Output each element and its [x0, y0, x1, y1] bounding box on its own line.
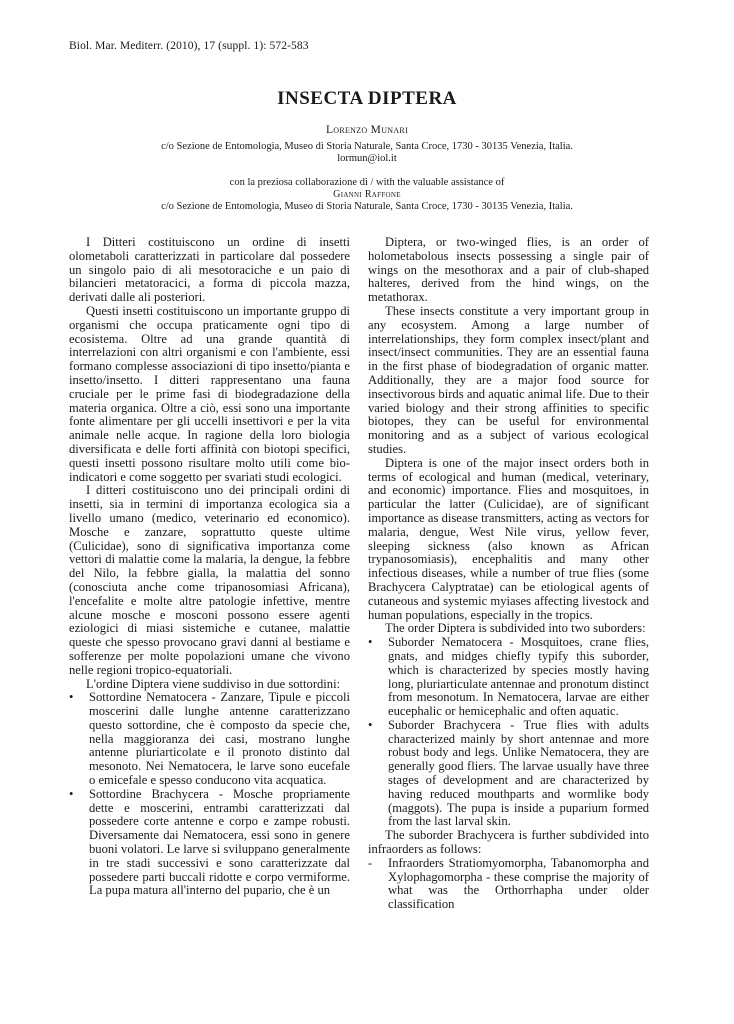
author-email: lormun@iol.it — [337, 153, 397, 164]
english-column — [368, 236, 649, 912]
author-name: Lorenzo Munari — [325, 124, 409, 136]
infraorder-list — [368, 857, 649, 912]
list-item-text: Sottordine Brachycera - Mosche propriamente dette e moscerini, entrambi caratterizzati dal possedere corte antenne e corpo e zampe robusti. Diversamente dai Nematocera, essi sono in genere buoni volatori. Le larve si sviluppano generalmente in tre stadi successivi e sono caratterizzate dal possedere parti buccali ridotte e corpo vermiforme. La pupa matura all'interno del pupario, che è un — [89, 786, 350, 898]
author-affiliation: c/o Sezione de Entomologia, Museo di Storia Naturale, Santa Croce, 1730 - 30135 Venezia, Italia. — [161, 141, 573, 152]
suborder-list — [368, 636, 649, 829]
paragraph: L'ordine Diptera viene suddiviso in due sottordini: — [86, 676, 341, 691]
paragraph: Diptera, or two-winged flies, is an order of holometabolous insects possessing a single pair of wings on the mesothorax and a pair of club-shaped halteres, derived from the hind wings, on the metathorax. — [368, 235, 649, 305]
paragraph: I ditteri costituiscono uno dei principali ordini di insetti, sia in termini di importanza ecologica sia a livello umano (medico, veterinario ed economico). Mosche e zanzare, soprattutto queste ultime (Culicidae), sono di significativa importanza come vettori di malattie come la malaria, la dengue, la febbre del Nilo, la febbre gialla, la malattia del sonno (conosciuta anche come tripanosomiasi Africana), l'encefalite e molte altre patologie infettive, mentre alcune mosche e mosconi possono essere agenti eziologici di miasi sistemiche e cutanee, malattie queste che spesso provocano gravi danni al bestiame e sofferenze per molte popolazioni umane che vivono nelle regioni tropico-equatoriali. — [69, 483, 350, 677]
suborder-list — [69, 691, 350, 898]
list-item-text: Sottordine Nematocera - Zanzare, Tipule e piccoli moscerini dalle lunghe antenne caratterizzano questo sottordine, che è composto da specie che, nella maggioranza dei casi, mostrano lunghe antenne pluriarticolate e il pronoto distinto dal mesonoto. Nei Nematocera, le larve sono eucefale o emicefale e spesso conducono vita acquatica. — [89, 690, 350, 788]
list-item — [69, 788, 350, 898]
journal-reference: Biol. Mar. Mediterr. (2010), 17 (suppl. 1): 572-583 — [69, 40, 309, 52]
collaborator-affiliation: c/o Sezione de Entomologia, Museo di Storia Naturale, Santa Croce, 1730 - 30135 Venezia, Italia. — [161, 201, 573, 212]
italian-column — [69, 236, 350, 898]
article-title: INSECTA DIPTERA — [277, 88, 457, 109]
collaborator-name: Gianni Raffone — [333, 189, 401, 200]
list-item — [368, 719, 649, 829]
bullet-marker: • — [368, 635, 373, 650]
bullet-marker: • — [368, 717, 373, 732]
paragraph: I Ditteri costituiscono un ordine di insetti olometaboli caratterizzati in particolare dal possedere un singolo paio di ali mesotoraciche e un paio di bilancieri metatoracici, a forma di piccola mazza, derivati dalle ali posteriori. — [69, 235, 350, 305]
paragraph: Questi insetti costituiscono un importante gruppo di organismi che occupa praticamente ogni tipo di ecosistema. Oltre ad una grande quantità di interrelazioni con altri organismi e con l'ambiente, essi formano complesse associazioni di tipo insetto/pianta e insetto/insetto. I ditteri rappresentano una fauna cruciale per le prime fasi di biodegradazione della materia organica. Oltre a ciò, essi sono una importante fonte alimentare per gli uccelli insettivori e per la vita animale nelle acque. In ragione della loro biologia diversificata e delle forti affinità con biotopi specifici, questi insetti possono risultare molto utili come bio-indicatori e come soggetto per svariati studi ecologici. — [69, 303, 350, 484]
paragraph: The order Diptera is subdivided into two suborders: — [385, 621, 646, 636]
list-item — [368, 857, 649, 912]
list-item — [368, 636, 649, 719]
dash-marker: - — [368, 855, 373, 870]
bullet-marker: • — [69, 786, 74, 801]
paragraph: These insects constitute a very important group in any ecosystem. Among a large number of interrelationships, they form complex insect/plant and insect/insect communities. They are an essential fauna in the first phase of biodegradation of organic matter. Additionally, they are a major food source for insectivorous birds and aquatic animal life. Due to their varied biology and their strong affinities to specific biotopes, they can be useful for environmental monitoring and as a subject of various ecological studies. — [368, 303, 649, 456]
paragraph: Diptera is one of the major insect orders both in terms of ecological and human (medical, veterinary, and economic) importance. Flies and mosquitoes, in particular the latter (Culicidae), are of significant importance as disease transmitters, acting as vectors for malaria, dengue, West Nile virus, yellow fever, sleeping sickness (also known as African trypanosomiasis), encephalitis and many other infectious diseases, while a number of true flies (some Brachycera Calyptratae) can be etiological agents of cutaneous and systemic myiases affecting livestock and human populations, especially in the tropics. — [368, 455, 649, 622]
list-item-text: Infraorders Stratiomyomorpha, Tabanomorpha and Xylophagomorpha - these comprise the majority of what was the Orthorrhapha under older classification — [388, 855, 649, 912]
bullet-marker: • — [69, 690, 74, 705]
list-item-text: Suborder Brachycera - True flies with adults characterized mainly by short antennae and more robust body and legs. Unlike Nematocera, they are generally good fliers. The larvae usually have three stages of development and are characterized by having reduced mouthparts and wormlike body (maggots). The pupa is inside a puparium formed from the last larval skin. — [388, 717, 649, 829]
list-item — [69, 691, 350, 788]
list-item-text: Suborder Nematocera - Mosquitoes, crane flies, gnats, and midges chiefly typify this suborder, which is characterized by species mostly having long, pluriarticulate antennae and pronotum distinct from mesonotum. In Nematocera, larvae are either eucephalic or hemicephalic and often aquatic. — [388, 635, 649, 719]
collaboration-note: con la preziosa collaborazione di / with the valuable assistance of — [229, 177, 505, 188]
paragraph: The suborder Brachycera is further subdivided into infraorders as follows: — [368, 828, 649, 857]
